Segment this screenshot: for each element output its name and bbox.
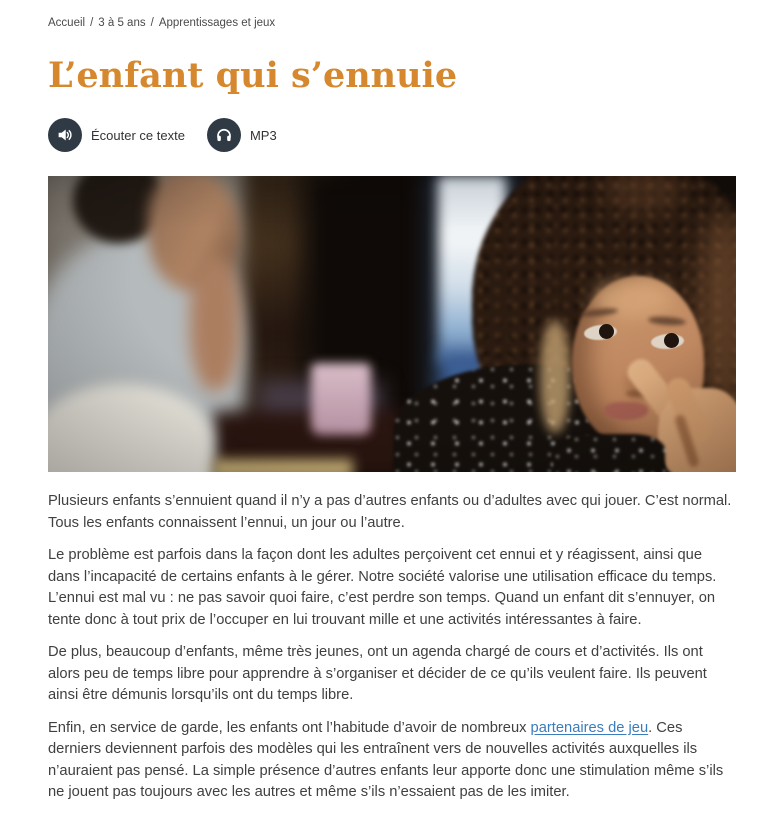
breadcrumb-separator: / [90,17,94,29]
listen-button[interactable] [48,118,185,152]
paragraph: Plusieurs enfants s’ennuient quand il n’y a pas d’autres enfants ou d’adultes avec qui jouer. C’est normal. Tous les enfants connaissent l’ennui, un jour ou l’autre. [48,493,732,531]
paragraph: De plus, beaucoup d’enfants, même très jeunes, ont un agenda chargé de cours et d’activités. Ils ont alors peu de temps libre pour apprendre à s’organiser et décider de ce qu’ils veulent faire. Ils peuvent ainsi être démunis lorsqu’ils ont du temps libre. [48,644,707,704]
breadcrumb-link-apprentissages-et-jeux[interactable]: Apprentissages et jeux [158,17,276,29]
page-title: L’enfant qui s’ennuie [48,55,458,96]
speaker-icon [48,118,82,152]
headphones-icon [207,118,241,152]
mp3-button-label: MP3 [249,127,277,143]
breadcrumb-link-3-a-5-ans[interactable]: 3 à 5 ans [98,17,146,29]
breadcrumb-separator: / [150,17,154,29]
partenaires-de-jeu-link[interactable]: partenaires de jeu [530,719,649,736]
audio-toolbar [48,118,736,152]
paragraph-text: Enfin, en service de garde, les enfants ont l’habitude d’avoir de nombreux [48,719,531,736]
listen-button-label: Écouter ce texte [91,127,185,143]
hero-image [48,176,736,472]
breadcrumb-link-accueil[interactable]: Accueil [48,17,86,29]
paragraph: Le problème est parfois dans la façon dont les adultes perçoivent cet ennui et y réagissent, ainsi que dans l’incapacité de certains enfants à le gérer. Notre société valorise une utilisation efficace du temps. L’ennui est mal vu : ne pas savoir quoi faire, c’est perdre son temps. Quand un enfant dit s’ennuyer, on tente donc à tout prix de l’occuper en lui trouvant mille et une activités intéressantes à faire. [48,547,717,628]
mp3-button[interactable] [207,118,277,152]
article-body [48,491,736,804]
paragraph-text: . Ces derniers deviennent parfois des modèles qui les entraînent vers de nouvelles activités auxquelles ils n’auraient pas pensé. La simple présence d’autres enfants leur apporte donc une stimulation même s’ils ne jouent pas toujours avec les autres et même s’ils n’essaient pas de les imiter. [48,719,724,801]
photo-vignette [48,176,736,472]
breadcrumb [48,17,736,29]
paragraph [48,718,736,804]
